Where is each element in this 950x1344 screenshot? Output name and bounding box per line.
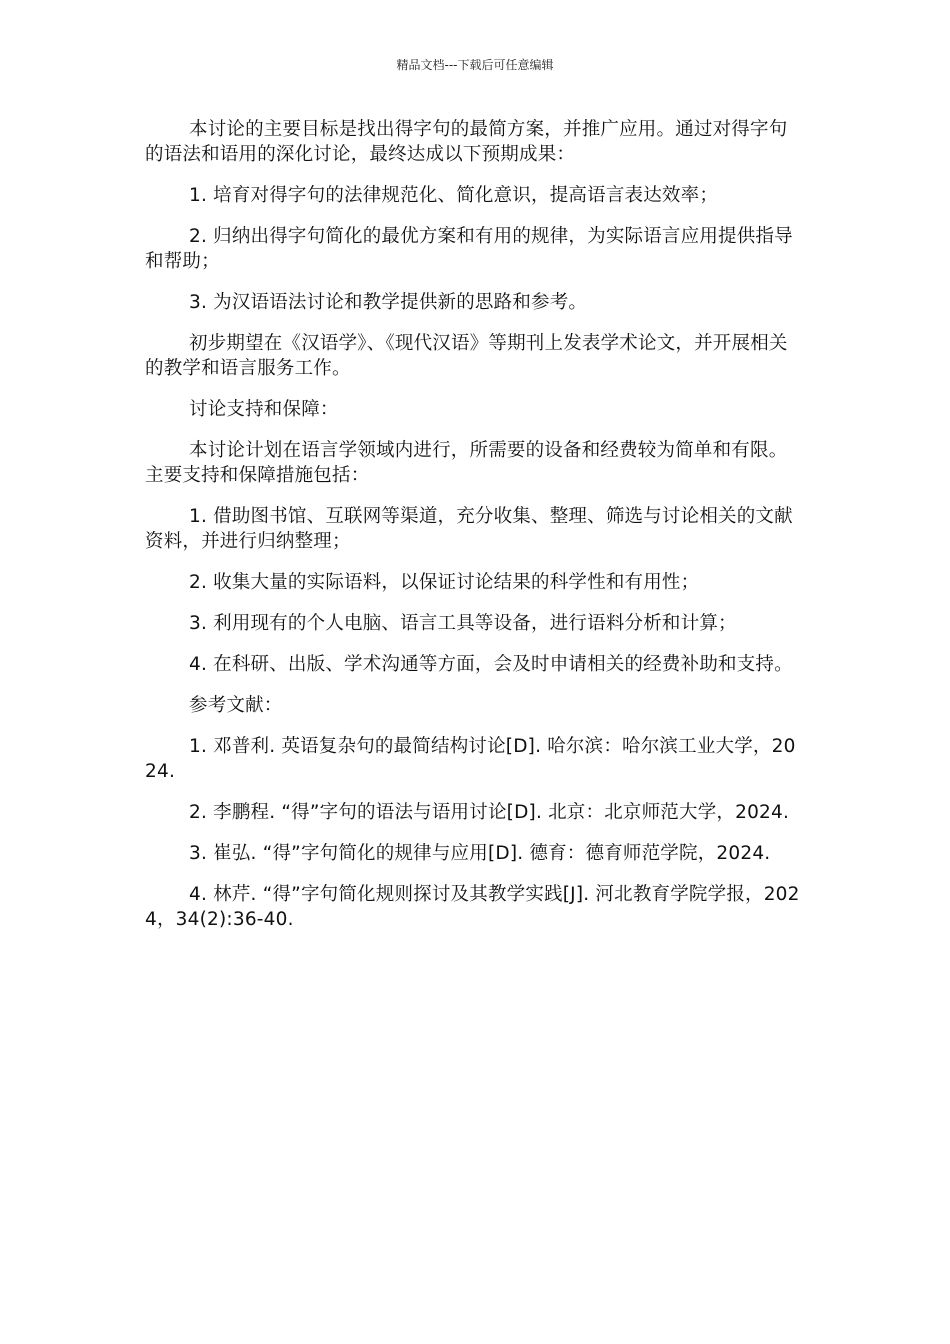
page-header: 精品文档---下载后可任意编辑	[396, 58, 554, 72]
paragraph-support-intro: 本讨论计划在语言学领域内进行，所需要的设备和经费较为简单和有限。主要支持和保障措施包括：	[145, 440, 788, 486]
reference-item-2: 2. 李鹏程. “得”字句的语法与语用讨论[D]. 北京：北京师范大学，2024.	[189, 802, 790, 823]
outcome-item-3: 3. 为汉语语法讨论和教学提供新的思路和参考。	[189, 292, 588, 313]
outcome-item-2: 2. 归纳出得字句简化的最优方案和有用的规律，为实际语言应用提供指导和帮助；	[145, 226, 793, 272]
support-item-2: 2. 收集大量的实际语料，以保证讨论结果的科学性和有用性；	[189, 572, 700, 593]
paragraph-publication: 初步期望在《汉语学》、《现代汉语》等期刊上发表学术论文，并开展相关的教学和语言服务工作。	[145, 333, 788, 379]
support-item-4: 4. 在科研、出版、学术沟通等方面，会及时申请相关的经费补助和支持。	[189, 654, 793, 675]
section-heading-references: 参考文献：	[189, 695, 283, 716]
paragraph-goal: 本讨论的主要目标是找出得字句的最简方案，并推广应用。通过对得字句的语法和语用的深化讨论，最终达成以下预期成果：	[145, 119, 788, 165]
reference-item-4: 4. 林芹. “得”字句简化规则探讨及其教学实践[J]. 河北教育学院学报，2024，34(2):36-40.	[145, 884, 800, 930]
outcome-item-1: 1. 培育对得字句的法律规范化、简化意识，提高语言表达效率；	[189, 185, 719, 206]
document-body	[145, 117, 800, 948]
section-heading-support: 讨论支持和保障：	[189, 399, 339, 420]
reference-item-3: 3. 崔弘. “得”字句简化的规律与应用[D]. 德育：德育师范学院，2024.	[189, 843, 771, 864]
support-item-3: 3. 利用现有的个人电脑、语言工具等设备，进行语料分析和计算；	[189, 613, 737, 634]
support-item-1: 1. 借助图书馆、互联网等渠道，充分收集、整理、筛选与讨论相关的文献资料，并进行归纳整理；	[145, 506, 793, 552]
reference-item-1: 1. 邓普利. 英语复杂句的最简结构讨论[D]. 哈尔滨：哈尔滨工业大学，2024.	[145, 736, 796, 782]
